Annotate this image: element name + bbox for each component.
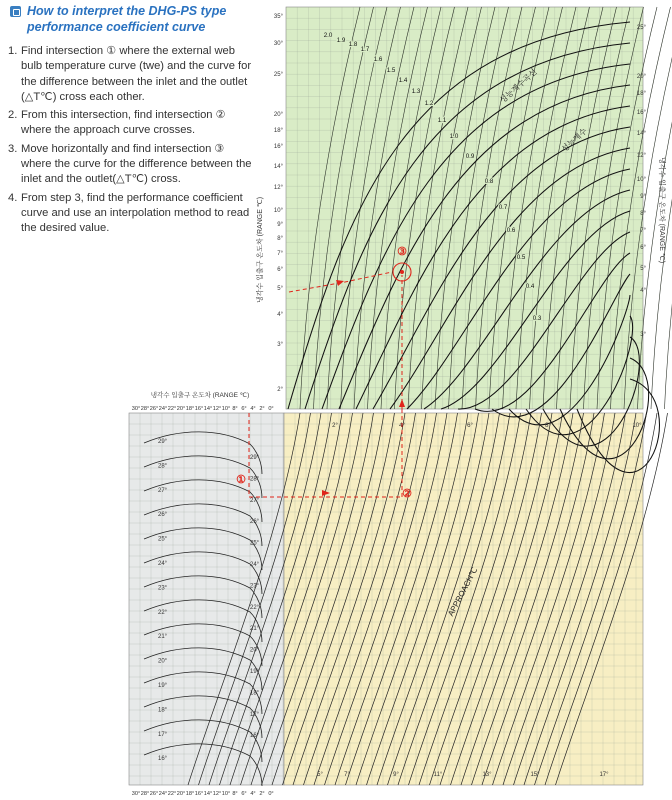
approach-tick-top: 2° [332, 423, 338, 429]
left-range-tick: 12° [273, 185, 283, 191]
coefficient-annotation: 성능계수 [559, 126, 589, 154]
range-tick-top: 16° [194, 406, 204, 412]
range-tick-top: 28° [140, 406, 150, 412]
approach-tick-top: 10° [632, 423, 642, 429]
wetbulb-label-left: 19° [158, 683, 168, 689]
wetbulb-label-left: 22° [158, 609, 168, 616]
wetbulb-label-left: 28° [158, 463, 168, 470]
wetbulb-label-right: 21° [250, 626, 260, 633]
range-tick-bottom: 2° [259, 791, 265, 797]
coefficient-label: 0.7 [498, 204, 508, 211]
range-tick-top: 24° [158, 406, 168, 412]
left-range-tick: 18° [273, 128, 283, 134]
left-range-tick: 3° [277, 342, 283, 348]
coefficient-label: 0.5 [516, 254, 526, 261]
range-tick-bottom: 26° [149, 791, 159, 797]
range-tick-top: 22° [167, 406, 177, 412]
approach-tick-bottom: 15° [530, 772, 540, 778]
wetbulb-label-right: 22° [250, 604, 260, 611]
right-range-tick: 8° [640, 211, 646, 217]
range-tick-bottom: 16° [194, 791, 204, 797]
right-range-tick: 6° [640, 245, 646, 251]
range-tick-top: 30° [131, 406, 141, 412]
range-tick-bottom: 28° [140, 791, 150, 797]
top-panel [286, 7, 643, 409]
range-tick-bottom: 30° [131, 791, 141, 797]
left-range-tick: 14° [273, 164, 283, 170]
wetbulb-label-left: 18° [158, 707, 168, 714]
approach-tick-bottom: 5° [317, 772, 323, 778]
approach-curve-label: APPROACH℃ [446, 565, 480, 618]
right-range-tick: 18° [636, 91, 646, 97]
right-range-tick: 7° [640, 228, 646, 234]
left-range-tick: 5° [277, 286, 283, 292]
approach-tick-top: 8° [545, 423, 551, 429]
intersection-marker: ② [402, 488, 412, 500]
coefficient-label: 1.9 [336, 37, 346, 44]
step-text: Move horizontally and find intersection ③ where the curve for the difference between the inlet and the outlet(△T℃) cross. [21, 142, 252, 186]
wetbulb-label-right: 18° [250, 690, 260, 697]
coefficient-label: 0.4 [525, 283, 535, 290]
left-range-tick: 9° [277, 222, 283, 228]
title-line-1: How to interpret the DHG-PS type [27, 4, 227, 18]
performance-curve-annotation: 성능계수곡선 [498, 67, 539, 106]
range-tick-bottom: 6° [241, 791, 247, 797]
range-tick-top: 10° [221, 406, 231, 412]
approach-tick-bottom: 11° [433, 772, 443, 778]
wetbulb-label-left: 21° [158, 634, 168, 641]
title-line-2: performance coefficient curve [27, 20, 206, 34]
range-tick-top: 26° [149, 406, 159, 412]
range-tick-bottom: 0° [268, 791, 274, 797]
right-axis-label: 냉각수 입출구 온도차 (RANGE ℃) [658, 156, 665, 264]
wetbulb-label-left: 17° [158, 731, 168, 738]
coefficient-label: 1.5 [386, 67, 396, 74]
right-range-tick: 20° [636, 74, 646, 80]
range-tick-top: 12° [212, 406, 222, 412]
wetbulb-label-right: 19° [250, 669, 260, 675]
wetbulb-label-left: 26° [158, 512, 168, 519]
wetbulb-label-left: 16° [158, 756, 168, 763]
intersection-marker: ③ [397, 246, 407, 258]
step-number: 3. [8, 142, 18, 155]
approach-tick-bottom: 7° [344, 772, 350, 778]
range-tick-bottom: 18° [185, 791, 195, 797]
coefficient-label: 1.6 [373, 56, 383, 63]
range-tick-top: 2° [259, 406, 265, 412]
range-tick-bottom: 24° [158, 791, 168, 797]
wetbulb-label-right: 25° [250, 540, 260, 547]
approach-tick-bottom: 9° [393, 772, 399, 778]
coefficient-label: 1.8 [348, 41, 358, 48]
wetbulb-label-right: 23° [250, 583, 260, 590]
range-tick-bottom: 20° [176, 791, 186, 797]
coefficient-label: 1.3 [411, 88, 421, 95]
right-range-tick: 16° [636, 110, 646, 116]
intersection-marker: ① [236, 474, 246, 486]
coefficient-label: 1.0 [449, 133, 459, 140]
range-tick-bottom: 12° [212, 791, 222, 797]
range-tick-bottom: 14° [203, 791, 213, 797]
right-range-tick: 9° [640, 194, 646, 200]
step-number: 1. [8, 45, 18, 57]
left-range-tick: 10° [273, 208, 283, 214]
coefficient-label: 0.8 [484, 178, 494, 185]
right-range-tick: 3° [640, 332, 646, 338]
left-range-tick: 30° [273, 41, 283, 47]
right-range-tick: 4° [640, 288, 646, 294]
wetbulb-label-right: 29° [250, 455, 260, 461]
wetbulb-label-right: 24° [250, 562, 260, 568]
wetbulb-label-right: 16° [250, 733, 260, 740]
range-tick-top: 18° [185, 406, 195, 412]
left-range-tick: 4° [277, 312, 283, 318]
right-range-tick: 10° [636, 177, 646, 183]
coefficient-label: 0.3 [532, 315, 542, 322]
range-tick-top: 8° [232, 406, 238, 412]
coefficient-label: 1.4 [398, 77, 408, 84]
right-range-tick: 5° [640, 266, 646, 272]
step-number: 2. [8, 109, 18, 122]
left-range-tick: 8° [277, 236, 283, 242]
wetbulb-label-left: 27° [158, 487, 168, 494]
wetbulb-label-left: 25° [158, 536, 168, 543]
right-range-tick: 25° [636, 25, 646, 31]
left-range-tick: 2° [277, 387, 283, 393]
range-tick-bottom: 22° [167, 791, 177, 797]
wetbulb-label-left: 29° [158, 439, 168, 445]
step-number: 4. [8, 191, 18, 204]
coefficient-label: 0.9 [465, 153, 475, 160]
wetbulb-label-right: 26° [250, 519, 260, 526]
right-range-tick: 14° [636, 131, 646, 137]
step-text: From this intersection, find intersection ② where the approach curve crosses. [21, 109, 226, 137]
range-tick-top: 0° [268, 406, 274, 412]
left-range-tick: 20° [273, 112, 283, 118]
left-range-tick: 16° [273, 144, 283, 150]
range-tick-bottom: 10° [221, 791, 231, 797]
coefficient-label: 1.7 [360, 46, 370, 53]
coefficient-label: 1.2 [424, 100, 434, 107]
wetbulb-label-right: 27° [250, 497, 260, 504]
approach-tick-bottom: 17° [599, 772, 609, 778]
right-range-tick: 12° [636, 153, 646, 159]
range-tick-top: 6° [241, 406, 247, 412]
left-range-tick: 25° [273, 72, 283, 78]
left-range-tick: 7° [277, 251, 283, 257]
range-tick-bottom: 4° [250, 791, 256, 797]
range-tick-bottom: 8° [232, 791, 238, 797]
intersection-3-dot [400, 270, 404, 274]
range-tick-top: 20° [176, 406, 186, 412]
wetbulb-label-right: 17° [250, 711, 260, 718]
coefficient-label: 2.0 [323, 32, 333, 39]
approach-tick-top: 6° [467, 423, 473, 429]
wetbulb-top-label: 냉각수 입출구 온도차 (RANGE ℃) [150, 392, 250, 399]
approach-tick-bottom: 13° [482, 772, 492, 778]
wetbulb-label-left: 23° [158, 585, 168, 592]
left-range-tick: 6° [277, 267, 283, 273]
left-axis-label: 냉각수 입출구 온도차 (RANGE ℃) [257, 196, 264, 304]
approach-tick-top: 4° [399, 423, 405, 429]
wetbulb-label-left: 20° [158, 658, 168, 665]
wetbulb-label-right: 20° [250, 647, 260, 654]
step-text: Find intersection ① where the external web bulb temperature curve (twe) and the curve for the difference between the inlet and the outlet (△T℃) cross each other. [21, 45, 252, 103]
wetbulb-label-left: 24° [158, 561, 168, 567]
coefficient-label: 0.6 [506, 227, 516, 234]
step-text: From step 3, find the performance coefficient curve and use an interpolation method to read the desired value. [21, 191, 250, 235]
wetbulb-label-right: 28° [250, 476, 260, 483]
range-tick-top: 4° [250, 406, 256, 412]
range-tick-top: 14° [203, 406, 213, 412]
left-range-tick: 35° [273, 14, 283, 20]
coefficient-label: 1.1 [437, 117, 447, 124]
